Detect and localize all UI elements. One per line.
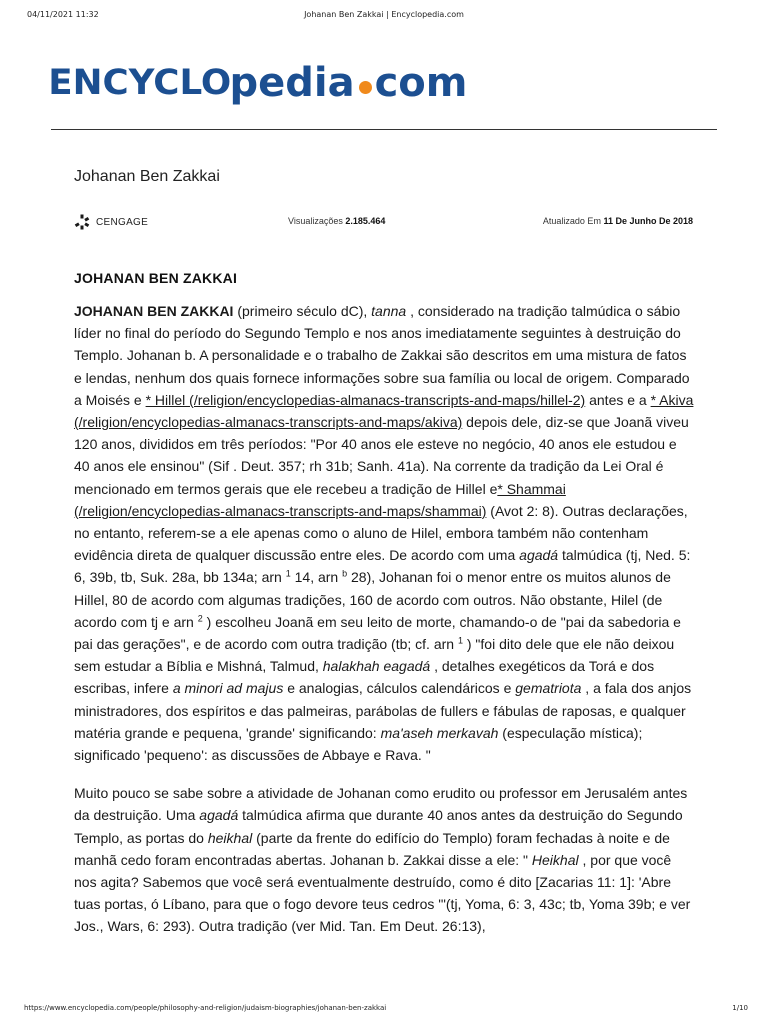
entry-name: JOHANAN BEN ZAKKAI bbox=[74, 303, 234, 319]
cengage-icon bbox=[74, 214, 90, 230]
updated-date bbox=[543, 216, 693, 226]
link-akiva[interactable]: * Akiva (/religion/encyclopedias-almanacs-transcripts-and-maps/akiva) bbox=[74, 391, 694, 431]
article-body bbox=[74, 300, 696, 954]
print-datetime: 04/11/2021 11:32 bbox=[27, 10, 99, 19]
print-url: https://www.encyclopedia.com/people/philosophy-and-religion/judaism-biographies/johanan-ben-zakkai bbox=[24, 1004, 387, 1012]
updated-label: Atualizado Em bbox=[542, 216, 601, 226]
header-divider bbox=[51, 129, 717, 130]
section-heading: JOHANAN BEN ZAKKAI bbox=[74, 270, 238, 286]
link-hillel[interactable]: * Hillel (/religion/encyclopedias-almanacs-transcripts-and-maps/hillel-2) bbox=[145, 391, 586, 408]
print-page-title: Johanan Ben Zakkai | Encyclopedia.com bbox=[304, 10, 464, 19]
logo-dot-icon bbox=[359, 81, 372, 94]
link-shammai[interactable]: * Shammai (/religion/encyclopedias-almanacs-transcripts-and-maps/shammai) bbox=[74, 480, 566, 519]
page-title: Johanan Ben Zakkai bbox=[74, 168, 220, 185]
paragraph-1: JOHANAN BEN ZAKKAI (primeiro século dC), tanna , considerado na tradição talmúdica o sábio líder no final do período do Segundo Templo e nos anos imediatamente seguintes à destruição do Templo. Johanan b. A personalidade e o trabalho de Zakkai são descritos em uma mistura de fatos e lendas, nenhum dos quais fornece informações sobre sua família ou local de origem. Comparado a Moisés e * Hillel (/religion/encyclopedias-almanacs-transcripts-and-maps/hillel-2) antes e a * Akiva (/religion/encyclopedias-almanacs-transcripts-and-maps/akiva) depois dele, diz-se que Joanã viveu 120 anos, divididos em três períodos: "Por 40 anos ele esteve no negócio, 40 anos ele estudou e 40 anos ele ensinou" (Sif . Deut. 357; rh 31b; Sanh. 41a). Na corrente da tradição da Lei Oral é mencionado em termos gerais que ele recebeu a tradição de Hillel e* Shammai (/religion/encyclopedias-almanacs-transcripts-and-maps/shammai) (Avot 2: 8). Outras declarações, no entanto, referem-se a ele apenas como o aluno de Hilel, embora também não contenham evidência direta de qualquer discussão entre eles. De acordo com uma agadá talmúdica (tj, Ned. 5: 6, 39b, tb, Suk. 28a, bb 134a; arn $^1$ 14, arn $^b$ 28), Johanan foi o menor entre os muitos alunos de Hillel, 80 de acordo com algumas tradições, 160 de acordo com outros. Não obstante, Hilel (de acordo com tj e arn $^2$ ) escolheu Joanã em seu leito de morte, chamando-o de "pai da sabedoria e pai das gerações", e de acordo com outra tradição (tb; cf. arn $^1$ ) "foi dito dele que ele não deixou sem estudar a Bíblia e Mishná, Talmud, halakhah eagadá , detalhes exegéticos da Torá e dos escribas, infere a minori ad majus e analogias, cálculos calendáricos e gematriota , a fala dos anjos ministradores, dos espíritos e das palmeiras, parábolas de fullers e fábulas de raposas, e qualquer matéria grande e pequena, 'grande' significando: ma'aseh merkavah (especulação mística); significado 'pequeno': as discussões de Abbaye e Rava. " bbox=[74, 303, 694, 764]
publisher-badge bbox=[74, 214, 148, 230]
view-count bbox=[288, 216, 385, 226]
publisher-name: CENGAGE bbox=[96, 216, 149, 228]
encyclopedia-logo[interactable] bbox=[50, 58, 467, 108]
print-page-number: 1/10 bbox=[732, 1004, 748, 1012]
logo-text-encyclo: ENCYCLO bbox=[48, 63, 232, 103]
paragraph-2: Muito pouco se sabe sobre a atividade de Johanan como erudito ou professor em Jerusalém antes da destruição. Uma agadá talmúdica afirma que durante 40 anos antes da destruição do Segundo Templo, as portas do heikhal (parte da frente do edifício do Templo) foram fechadas à noite e de manhã cedo foram encontradas abertas. Johanan b. Zakkai disse a ele: " Heikhal , por que você nos agita? Sabemos que você será eventualmente destruído, como é dito [Zacarias 11: 1]: 'Abre tuas portas, ó Líbano, para que o fogo devore teus cedros '"(tj, Yoma, 6: 3, 43c; tb, Yoma 39b; e ver Jos., Wars, 6: 293). Outra tradição (ver Mid. Tan. Em Deut. 26:13), bbox=[74, 785, 691, 935]
updated-value: 11 De Junho De 2018 bbox=[603, 216, 693, 226]
logo-text-com: com bbox=[374, 60, 468, 106]
logo-text-pedia: pedia bbox=[229, 60, 355, 106]
views-label: Visualizações bbox=[288, 216, 343, 226]
views-value: 2.185.464 bbox=[345, 216, 386, 226]
